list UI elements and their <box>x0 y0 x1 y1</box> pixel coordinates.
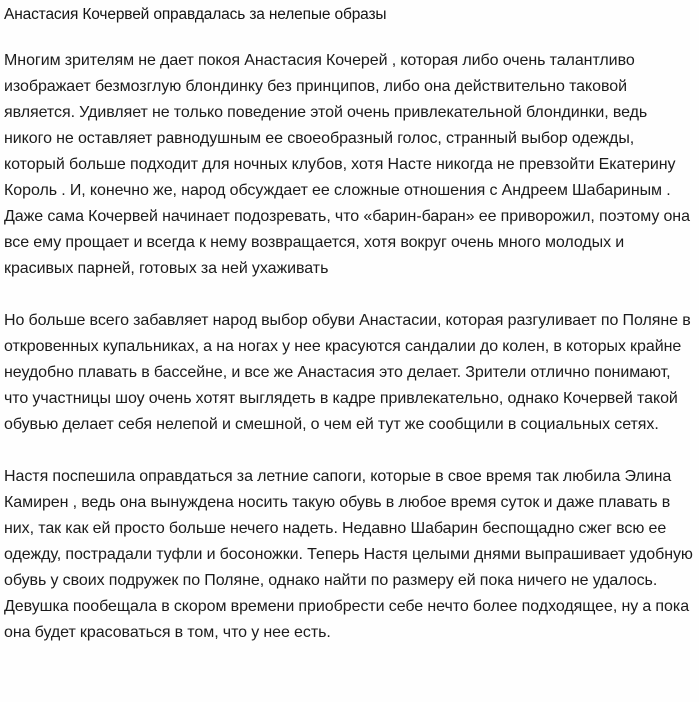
article-paragraph-1: Многим зрителям не дает покоя Анастасия Кочерей , которая либо очень талантливо изображает безмозглую блондинку без принципов, либо она действительно таковой является. Удивляет не только поведение этой очень привлекательной блондинки, ведь никого не оставляет равнодушным ее своеобразный голос, странный выбор одежды, который больше подходит для ночных клубов, хотя Насте никогда не превзойти Екатерину Король . И, конечно же, народ обсуждает ее сложные отношения с Андреем Шабариным . Даже сама Кочервей начинает подозревать, что «барин-баран» ее приворожил, поэтому она все ему прощает и всегда к нему возвращается, хотя вокруг очень много молодых и красивых парней, готовых за ней ухаживать <box>4 52 690 277</box>
page-title: Анастасия Кочервей оправдалась за нелепые образы <box>4 6 387 23</box>
article-paragraph-3: Настя поспешила оправдаться за летние сапоги, которые в свое время так любила Элина Камирен , ведь она вынуждена носить такую обувь в любое время суток и даже плавать в них, так как ей просто больше нечего надеть. Недавно Шабарин беспощадно сжег всю ее одежду, пострадали туфли и босоножки. Теперь Настя целыми днями выпрашивает удобную обувь у своих подружек по Поляне, однако найти по размеру ей пока ничего не удалось. Девушка пообещала в скором времени приобрести себе нечто более подходящее, ну а пока она будет красоваться в том, что у нее есть. <box>4 468 693 641</box>
article-paragraph-2: Но больше всего забавляет народ выбор обуви Анастасии, которая разгуливает по Поляне в откровенных купальниках, а на ногах у нее красуются сандалии до колен, в которых крайне неудобно плавать в бассейне, и все же Анастасия это делает. Зрители отлично понимают, что участницы шоу очень хотят выглядеть в кадре привлекательно, однако Кочервей такой обувью делает себя нелепой и смешной, о чем ей тут же сообщили в социальных сетях. <box>4 312 691 433</box>
article-body <box>4 48 693 646</box>
